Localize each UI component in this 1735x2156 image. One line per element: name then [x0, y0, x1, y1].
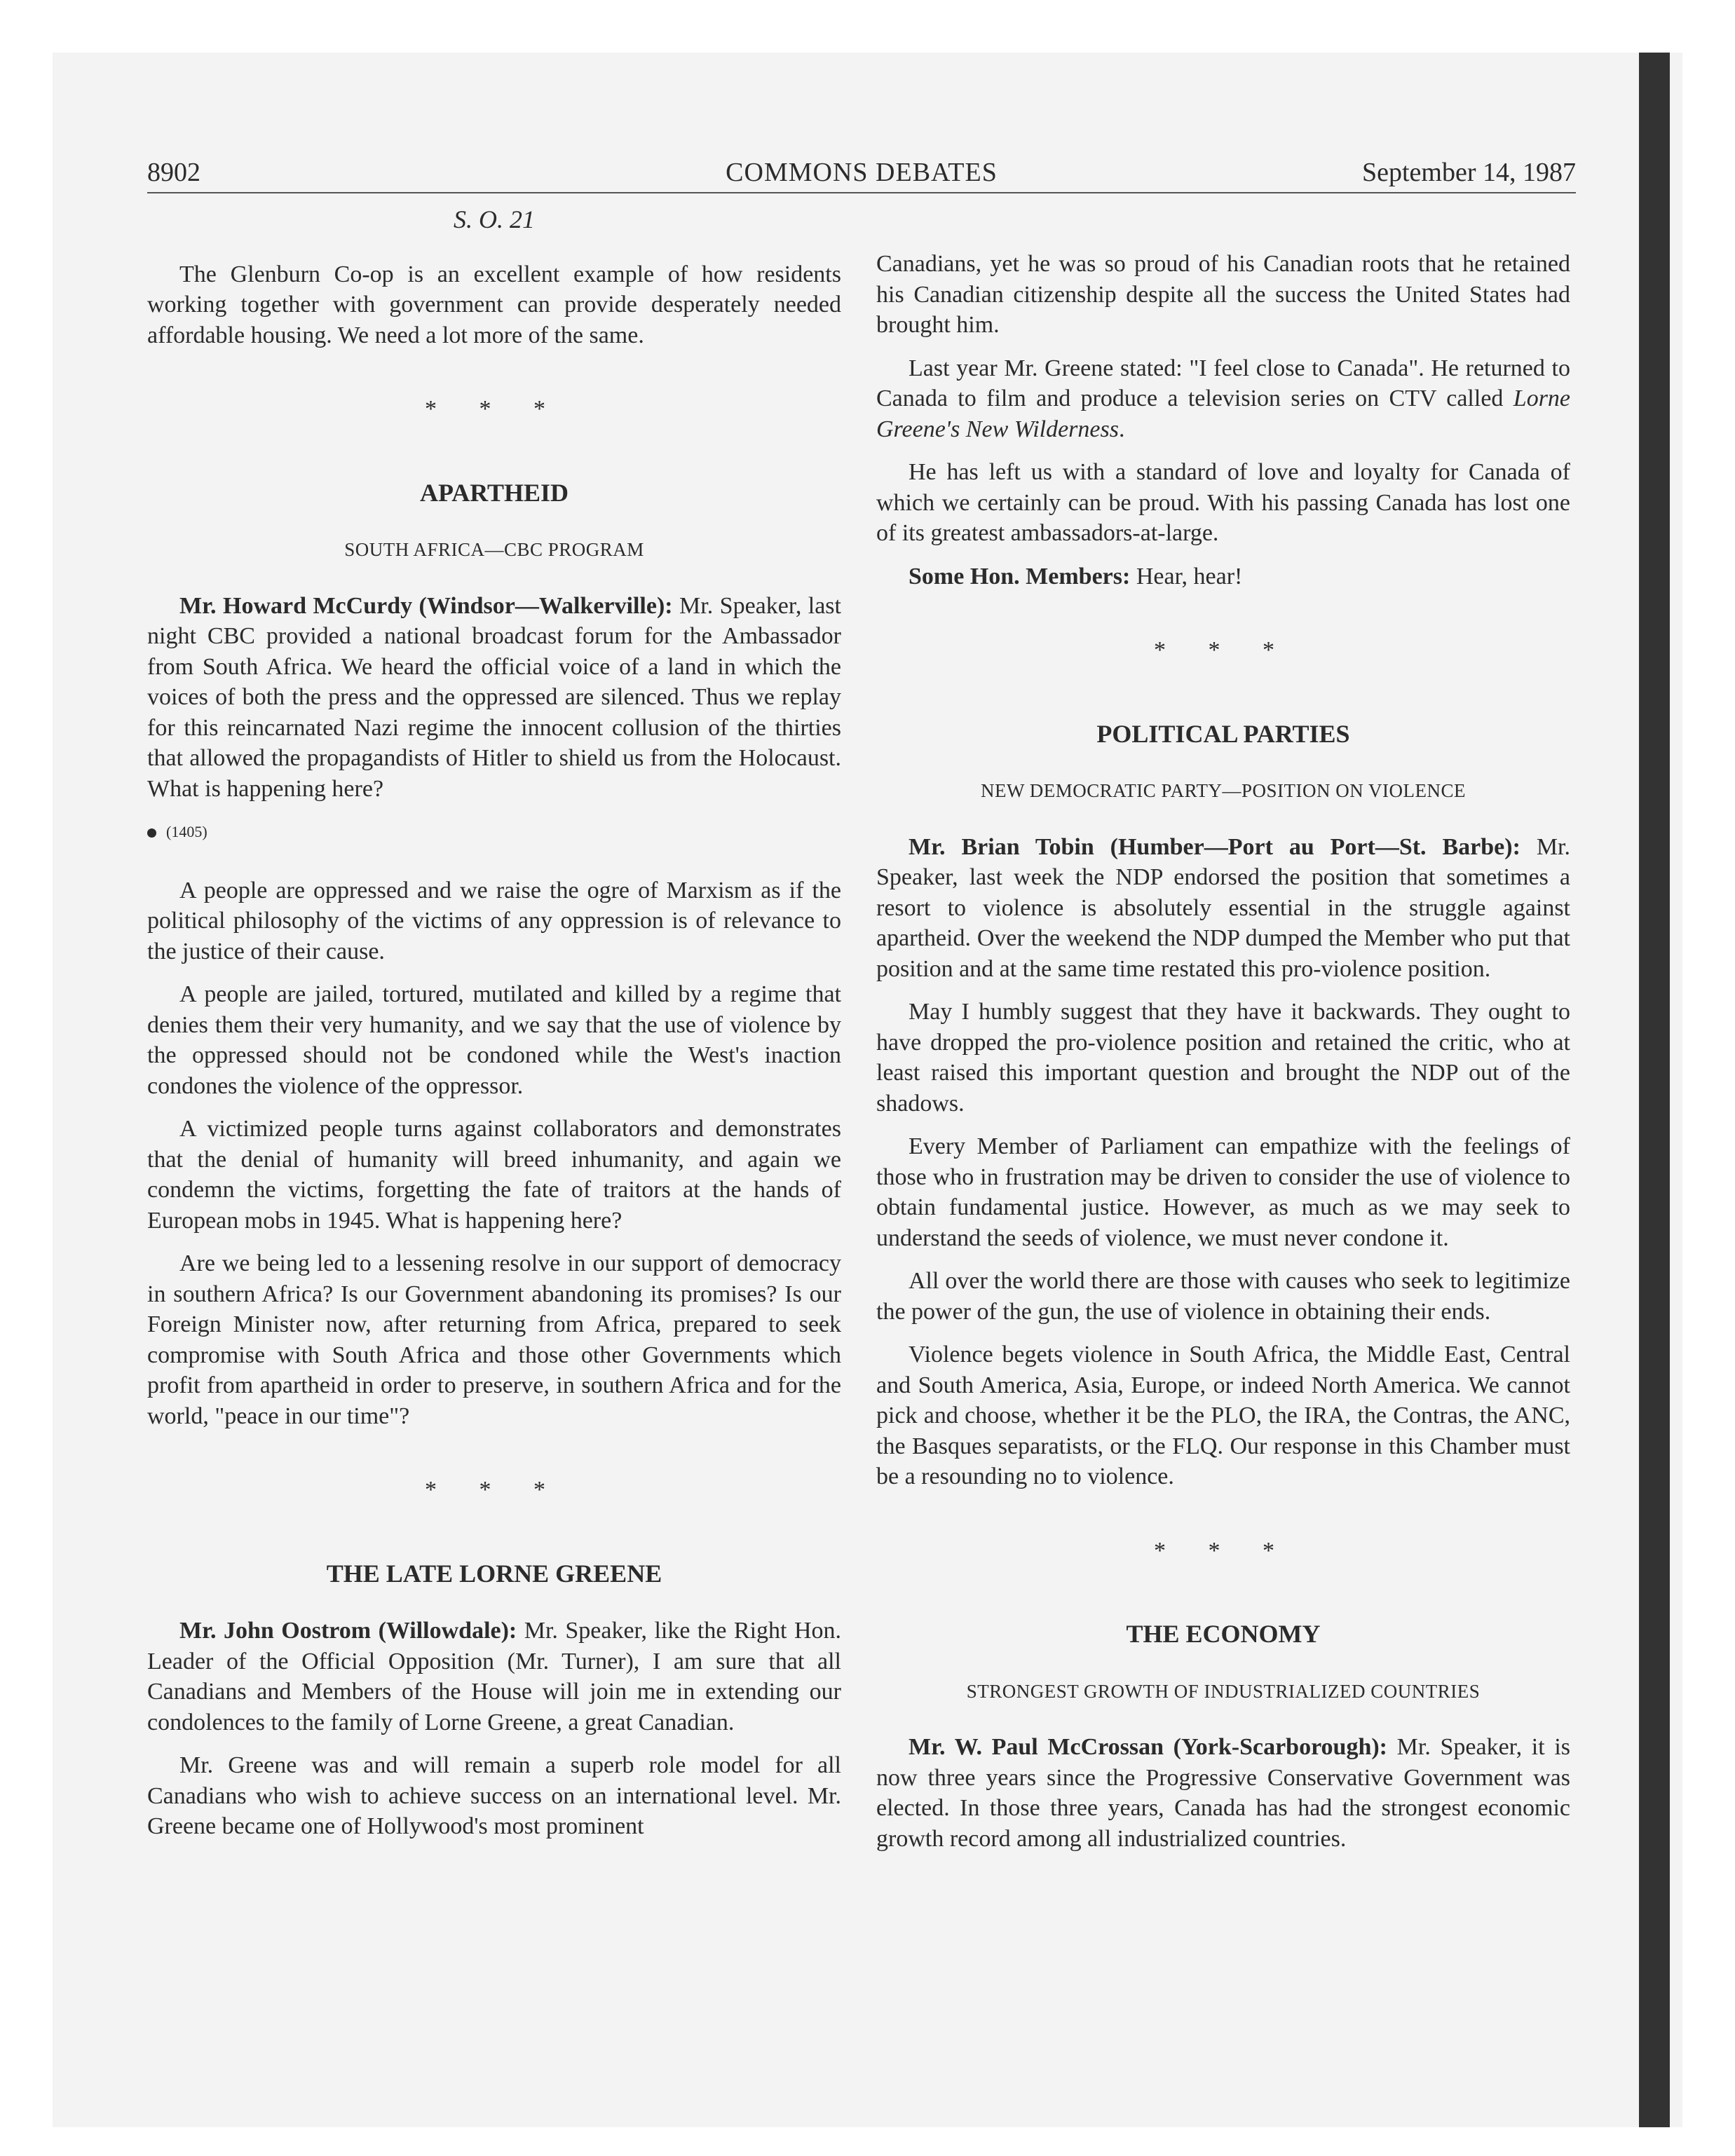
interjection — [876, 561, 1570, 592]
speaker-name: Mr. Brian Tobin (Humber—Port au Port—St. Barbe): — [909, 833, 1520, 860]
time-marker-text: (1405) — [166, 823, 207, 840]
bullet-icon — [147, 828, 156, 838]
speech-paragraph — [147, 1616, 841, 1738]
section-heading-apartheid: APARTHEID — [419, 478, 569, 507]
speaker-name: Mr. W. Paul McCrossan (York-Scarborough): — [909, 1734, 1388, 1760]
right-column — [876, 249, 1570, 1867]
section-heading-political-parties: POLITICAL PARTIES — [1096, 719, 1350, 748]
section-separator: * * * — [1154, 1537, 1293, 1564]
header-date: September 14, 1987 — [1361, 158, 1576, 187]
speech-paragraph: Are we being led to a lessening resolve in our support of democracy in southern Africa? Is our Government abandoning its promises? Is our Foreign Minister now, after returning from Africa, prepared to seek compromise with South Africa and those other Governments which profit from apartheid in order to preserve, in southern Africa and for the world, "peace in our time"? — [147, 1250, 841, 1429]
series-title: Lorne Greene's New Wilderness — [876, 386, 1571, 442]
section-heading-economy: THE ECONOMY — [1126, 1620, 1321, 1648]
speech-text: Last year Mr. Greene stated: "I feel close to Canada". He returned to Canada to film and produce a television series on CTV called — [876, 355, 1570, 411]
speech-text: Mr. Speaker, like the Right Hon. Leader of the Official Opposition (Mr. Turner), I am sure that all Canadians and Members of the House will join me in extending our condolences to the family of Lorne Greene, a great Canadian. — [147, 1618, 842, 1735]
speaker-name: Mr. John Oostrom (Willowdale): — [179, 1618, 517, 1644]
journal-title: COMMONS DEBATES — [726, 158, 998, 187]
speech-paragraph: May I humbly suggest that they have it backwards. They ought to have dropped the pro-violence position and retained the critic, who at least raised this important question and brought the NDP out of the shadows. — [876, 999, 1570, 1117]
section-subheading-political-parties: NEW DEMOCRATIC PARTY—POSITION ON VIOLENCE — [981, 780, 1466, 801]
standing-order-label: S. O. 21 — [454, 205, 535, 233]
speaker-name: Mr. Howard McCurdy (Windsor—Walkerville): — [179, 592, 673, 619]
speech-paragraph — [876, 832, 1570, 985]
left-column — [147, 205, 841, 1855]
time-marker — [147, 817, 841, 847]
speech-paragraph: All over the world there are those with causes who seek to legitimize the power of the gun, the use of violence in obtaining their ends. — [876, 1268, 1570, 1325]
speech-paragraph: A people are jailed, tortured, mutilated and killed by a regime that denies them their very humanity, and we say that the use of violence by the oppressed should not be condoned while the West's inaction condones the violence of the oppressor. — [147, 981, 841, 1099]
speech-paragraph: Mr. Greene was and will remain a superb role model for all Canadians who wish to achieve success on an international level. Mr. Greene became one of Hollywood's most prominent — [147, 1752, 841, 1839]
speech-paragraph: Violence begets violence in South Africa, the Middle East, Central and South America, Asia, Europe, or indeed North America. We cannot pick and choose, whether it be the PLO, the IRA, the Contras, the ANC, the Basques separatists, or the FLQ. Our response in this Chamber must be a resounding no to violence. — [876, 1342, 1570, 1489]
continued-paragraph: Canadians, yet he was so proud of his Canadian roots that he retained his Canadian citizenship despite all the success the United States had brought him. — [876, 251, 1570, 338]
section-subheading-apartheid: SOUTH AFRICA—CBC PROGRAM — [344, 539, 644, 560]
speech-text: Mr. Speaker, it is now three years since the Progressive Conservative Government was elected. In those three years, Canada has had the strongest economic growth record among all industrialized countries. — [876, 1734, 1571, 1852]
page-number: 8902 — [147, 158, 200, 187]
intro-paragraph: The Glenburn Co-op is an excellent example of how residents working together with government can provide desperately needed affordable housing. We need a lot more of the same. — [147, 261, 841, 348]
speech-text: Mr. Speaker, last week the NDP endorsed the position that sometimes a resort to violence is absolutely essential in the struggle against apartheid. Over the weekend the NDP dumped the Member who put that position and at the same time restated this pro-violence position. — [876, 833, 1570, 982]
speech-paragraph — [147, 591, 841, 805]
speech-paragraph: He has left us with a standard of love and loyalty for Canada of which we certainly can be proud. With his passing Canada has lost one of its greatest ambassadors-at-large. — [876, 459, 1570, 546]
speech-paragraph — [876, 1732, 1570, 1854]
speech-paragraph: Last year Mr. Greene stated: "I feel close to Canada". He returned to Canada to film and produce a television series on CTV called Lorne Greene's New Wilderness. — [876, 355, 1571, 442]
speaker-name: Some Hon. Members: — [909, 563, 1131, 589]
section-heading-lorne-greene: THE LATE LORNE GREENE — [326, 1559, 662, 1588]
section-separator: * * * — [425, 396, 564, 422]
section-separator: * * * — [1154, 637, 1293, 663]
page-header — [147, 156, 1576, 193]
section-subheading-economy: STRONGEST GROWTH OF INDUSTRIALIZED COUNTRIES — [966, 1680, 1481, 1702]
scan-edge-bar — [1639, 53, 1670, 2127]
speech-paragraph: A victimized people turns against collaborators and demonstrates that the denial of humanity will breed inhumanity, and again we condemn the victims, forgetting the fate of traitors at the hands of European mobs in 1945. What is happening here? — [147, 1116, 841, 1234]
section-separator: * * * — [425, 1477, 564, 1503]
speech-paragraph: A people are oppressed and we raise the ogre of Marxism as if the political philosophy of the victims of any oppression is of relevance to the justice of their cause. — [147, 877, 841, 964]
speech-text: Mr. Speaker, last night CBC provided a national broadcast forum for the Ambassador from South Africa. We heard the official voice of a land in which the voices of both the press and the oppressed are silenced. Thus we replay for this reincarnated Nazi regime the innocent collusion of the thirties that allowed the propagandists of Hitler to shield us from the Holocaust. What is happening here? — [147, 592, 841, 802]
speech-paragraph: Every Member of Parliament can empathize with the feelings of those who in frustration may be driven to consider the use of violence to obtain fundamental justice. However, as much as we may seek to understand the seeds of violence, we must never condone it. — [876, 1133, 1570, 1251]
interjection-text: Hear, hear! — [1136, 563, 1243, 589]
